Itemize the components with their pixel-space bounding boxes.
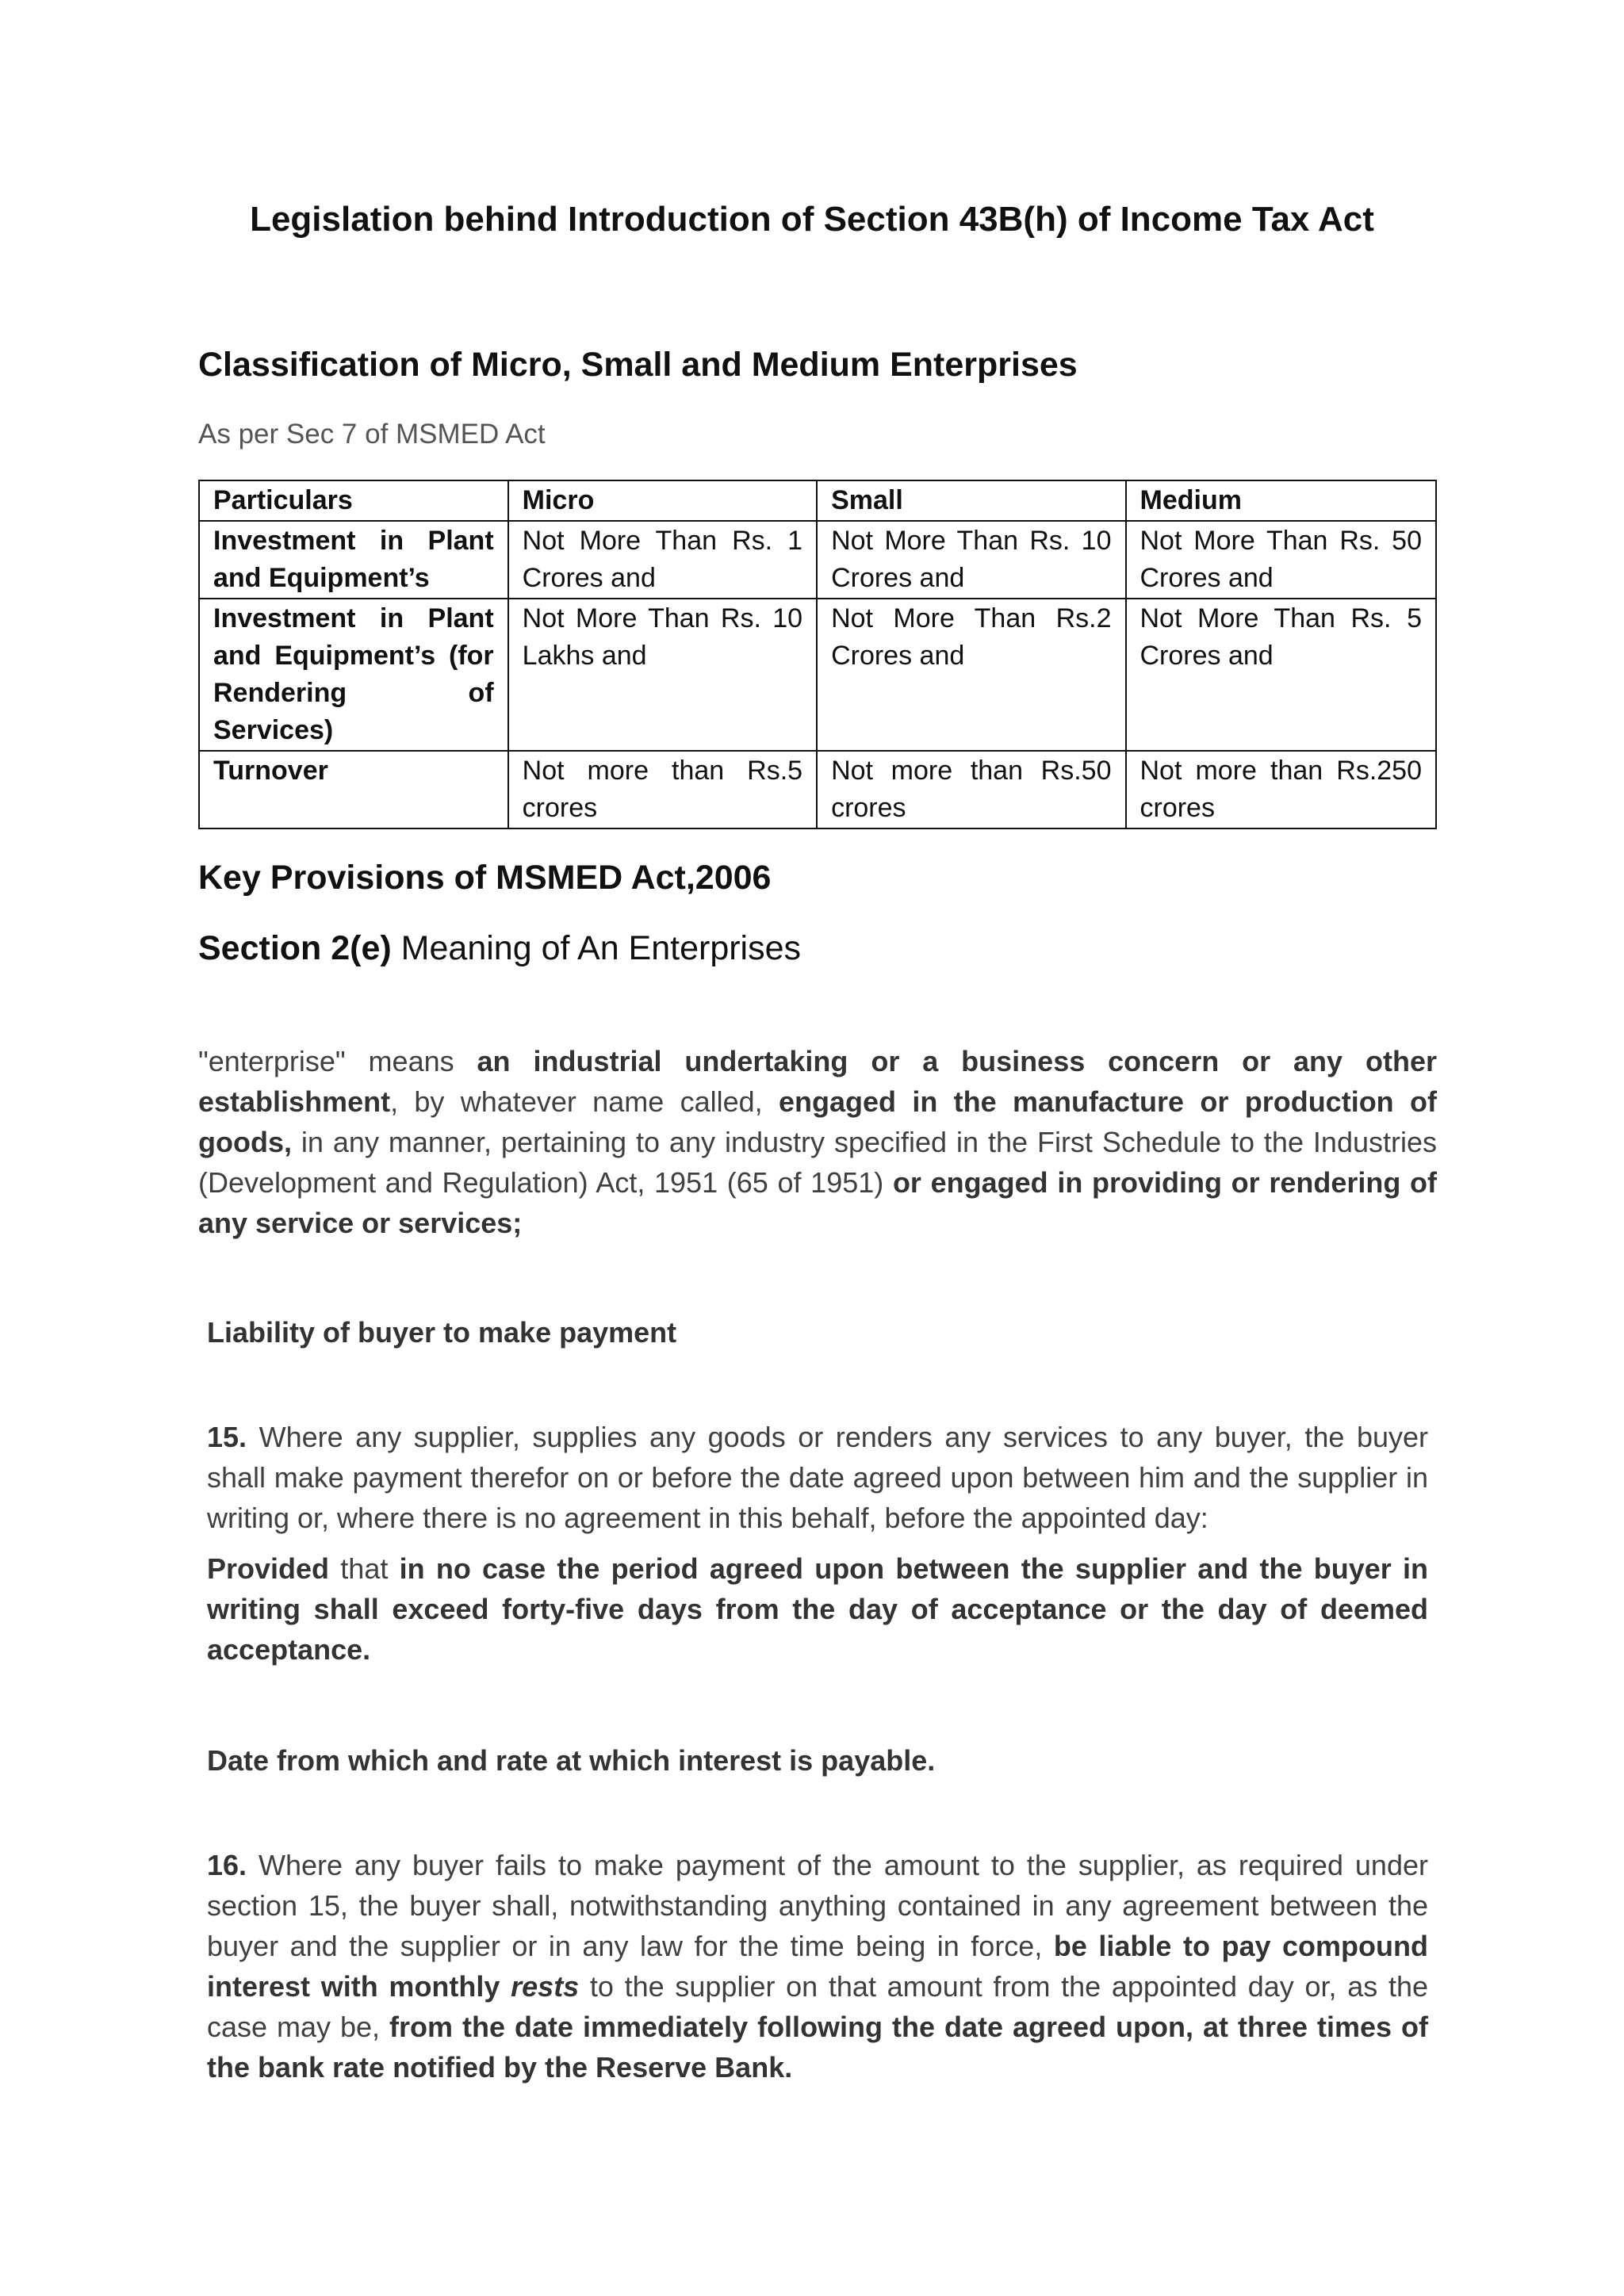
table-cell: Not more than Rs.50 crores [817, 751, 1125, 828]
bold-run: engaged in the manufacture or production of goods, [198, 1085, 1437, 1158]
document-title: Legislation behind Introduction of Section 43B(h) of Income Tax Act [250, 200, 1374, 239]
table-row [199, 599, 1436, 751]
msme-classification-table [198, 480, 1437, 829]
table-cell: Not More Than Rs. 5 Crores and [1126, 599, 1437, 751]
section-label: Section 2(e) [198, 929, 392, 967]
classification-heading: Classification of Micro, Small and Medium Enterprises [198, 346, 1078, 384]
bold-run: or engaged in providing or rendering of any service or services; [198, 1166, 1437, 1239]
text-run: "enterprise" means [198, 1045, 477, 1077]
text-run: Where any supplier, supplies any goods or renders any services to any buyer, the buyer shall make payment therefor on or before the date agreed upon between him and the supplier in writing or, where there is no agreement in this behalf, before the appointed day: [207, 1421, 1428, 1534]
table-header-micro: Micro [508, 480, 817, 521]
table-header-row [199, 480, 1436, 521]
section-15-proviso [207, 1548, 1428, 1670]
section-number: 16. [207, 1849, 247, 1881]
key-provisions-heading: Key Provisions of MSMED Act,2006 [198, 859, 772, 897]
bold-run: from the date immediately following the date agreed upon, at three times of the bank rate notified by the Reserve Bank. [207, 2011, 1428, 2084]
section-15-text [207, 1417, 1428, 1538]
text-run: to the supplier on that amount from the appointed day or, as the case may be, [207, 1970, 1428, 2043]
text-run: in any manner, pertaining to any industry specified in the First Schedule to the Industries (Development and Regulation) Act, 1951 (65 of 1951) [198, 1126, 1437, 1199]
table-header-particulars: Particulars [199, 480, 508, 521]
table-row [199, 521, 1436, 599]
text-run: that [329, 1552, 400, 1585]
table-cell: Turnover [199, 751, 508, 828]
table-header-small: Small [817, 480, 1125, 521]
section-16-text [207, 1845, 1428, 2087]
table-cell: Not more than Rs.5 crores [508, 751, 817, 828]
classification-subheading: As per Sec 7 of MSMED Act [198, 419, 546, 450]
table-cell: Not More Than Rs. 10 Lakhs and [508, 599, 817, 751]
table-cell: Not more than Rs.250 crores [1126, 751, 1437, 828]
table-cell: Not More Than Rs.2 Crores and [817, 599, 1125, 751]
bold-run: Provided [207, 1552, 330, 1585]
table-header-medium: Medium [1126, 480, 1437, 521]
enterprise-definition [198, 1041, 1437, 1243]
table-cell: Investment in Plant and Equipment’s [199, 521, 508, 599]
section-title: Meaning of An Enterprises [391, 929, 802, 967]
table-cell: Investment in Plant and Equipment’s (for Rendering of Services) [199, 599, 508, 751]
bold-run: in no case the period agreed upon between the supplier and the buyer in writing shall exceed forty-five days from the day of acceptance or the day of deemed acceptance. [207, 1552, 1428, 1666]
bold-italic-run: rests [511, 1970, 580, 2003]
bold-run: an industrial undertaking or a business concern or any other establishment [198, 1045, 1437, 1118]
table-cell: Not More Than Rs. 50 Crores and [1126, 521, 1437, 599]
table-cell: Not More Than Rs. 1 Crores and [508, 521, 817, 599]
table-cell: Not More Than Rs. 10 Crores and [817, 521, 1125, 599]
section-2e-heading [198, 929, 801, 968]
bold-run: be liable to pay compound interest with monthly [207, 1930, 1428, 2003]
liability-heading: Liability of buyer to make payment [207, 1316, 677, 1349]
text-run: Where any buyer fails to make payment of the amount to the supplier, as required under section 15, the buyer shall, notwithstanding anything contained in any agreement between the buyer and the supplier or in any law for the time being in force, [207, 1849, 1428, 1962]
section-number: 15. [207, 1421, 247, 1453]
table-row [199, 751, 1436, 828]
interest-heading: Date from which and rate at which interest is payable. [207, 1744, 936, 1777]
text-run: , by whatever name called, [390, 1085, 779, 1118]
